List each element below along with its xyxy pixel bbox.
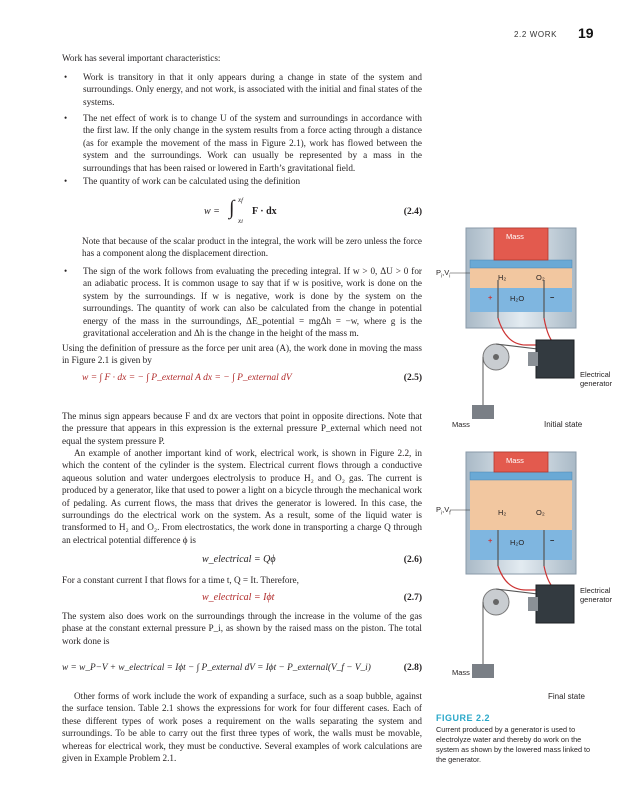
hanging-mass bbox=[472, 405, 494, 419]
plus-electrode-label: + bbox=[488, 293, 493, 302]
figure-caption-title: FIGURE 2.2 bbox=[436, 713, 491, 723]
gas-paragraph: The system also does work on the surroundings through the increase in the volume of the gas phase at the constant external pressure P_i, as shown by the raised mass on the piston. The total work done is bbox=[62, 611, 422, 646]
eq-body: w = ∫ F · dx = − ∫ P_external A dx = − ∫ P_external dV bbox=[82, 373, 292, 383]
bullet-item bbox=[62, 71, 422, 108]
generator-label: Electrical generator bbox=[580, 586, 613, 604]
eq-body: w_electrical = Iϕt bbox=[202, 592, 275, 603]
equation-2-5 bbox=[62, 368, 422, 404]
figure-caption-text: Current produced by a generator is used to electrolyze water and thereby do work on the system as shown by the lowered mass linked to the generator. bbox=[436, 725, 591, 764]
initial-state-apparatus bbox=[450, 228, 576, 419]
running-header-section: 2.2 WORK bbox=[514, 30, 558, 39]
piston bbox=[470, 260, 572, 268]
hanging-mass bbox=[472, 664, 494, 678]
bullet-dot: • bbox=[64, 72, 68, 82]
h2o-label: H₂O bbox=[510, 538, 525, 547]
gas-region bbox=[470, 480, 572, 530]
minus-sign-paragraph: The minus sign appears because F and dx are vectors that point in opposite directions. Note that the pressure that appears in this expression is the external pressure P_external which need not equal the system pressure P. bbox=[62, 411, 422, 446]
pulley-hub bbox=[493, 354, 499, 360]
eq-integrand: F · dx bbox=[252, 206, 277, 217]
final-state-label: Final state bbox=[548, 692, 585, 701]
o2-label: O₂ bbox=[536, 508, 545, 517]
hanging-mass-label: Mass bbox=[452, 420, 470, 429]
note-text: Note that because of the scalar product in the integral, the work will be zero unless the force has a component along the displacement direction. bbox=[82, 236, 422, 259]
bullet-text: Work is transitory in that it only appears during a change in state of the system and surroundings. Only energy, and not work, is associated with the initial and final states of the systems. bbox=[83, 72, 422, 107]
pulley-hub bbox=[493, 599, 499, 605]
equation-2-8 bbox=[62, 656, 422, 686]
pressure-paragraph: Using the definition of pressure as the force per unit area (A), the work done in moving the mass in Figure 2.1 is given by bbox=[62, 343, 422, 366]
page-number: 19 bbox=[578, 25, 594, 41]
constant-current-text: For a constant current I that flows for a time t, Q = It. Therefore, bbox=[62, 575, 299, 585]
bullet-item bbox=[62, 112, 422, 174]
eq-lower-limit: xi bbox=[238, 217, 243, 225]
hanging-mass-label: Mass bbox=[452, 668, 470, 677]
intro-text: Work has several important characteristics: bbox=[62, 53, 221, 63]
initial-state-label: Initial state bbox=[544, 420, 583, 429]
bullet-item bbox=[62, 175, 422, 187]
eq-number: (2.4) bbox=[403, 207, 422, 217]
bullet-text: The sign of the work follows from evaluating the preceding integral. If w > 0, ΔU > 0 for an adiabatic process. It is common usage to say that if w is positive, work is done on the system by the surroundings. If w is negative, work is done by the system on the surroundings. The quantity of work can also be calculated from the change in potential energy of the mass in the surroundings, ΔE_potential = mgΔh = −w, where g is the gravitational acceleration and Δh is the change in the height of the mass m. bbox=[83, 266, 422, 339]
generator-box bbox=[536, 340, 574, 378]
generator-shaft bbox=[528, 597, 538, 611]
mass-label: Mass bbox=[506, 456, 524, 465]
h2-label: H₂ bbox=[498, 273, 507, 282]
final-state-apparatus bbox=[450, 452, 576, 678]
h2o-label: H₂O bbox=[510, 294, 525, 303]
pressure-volume-label: $P_i,V_i$ bbox=[436, 268, 451, 280]
eq-number: (2.6) bbox=[403, 555, 422, 565]
eq-body: w = w_P−V + w_electrical = Iϕt − ∫ P_external dV = Iϕt − P_external(V_f − V_i) bbox=[62, 663, 371, 673]
equation-2-6 bbox=[62, 554, 422, 572]
generator-shaft bbox=[528, 352, 538, 366]
bullet-dot: • bbox=[64, 266, 68, 276]
o2-label: O₂ bbox=[536, 273, 545, 282]
bullet-dot: • bbox=[64, 113, 68, 123]
eq-upper-limit: xf bbox=[238, 196, 243, 204]
plus-electrode-label: + bbox=[488, 536, 493, 545]
h2-label: H₂ bbox=[498, 508, 507, 517]
minus-electrode-label: − bbox=[550, 536, 555, 545]
eq-number: (2.5) bbox=[403, 373, 422, 383]
generator-label: Electrical generator bbox=[580, 370, 613, 388]
piston bbox=[470, 472, 572, 480]
figure-2-2 bbox=[436, 0, 626, 800]
eq-number: (2.7) bbox=[403, 593, 422, 603]
pressure-volume-label: $P_i,V_f$ bbox=[436, 505, 451, 517]
minus-electrode-label: − bbox=[550, 293, 555, 302]
electrical-paragraph: An example of another important kind of work, electrical work, is shown in Figure 2.2, in which the content of the cylinder is the system. Electrical current flows through a conductive aqueous solution and water undergoes electrolysis to produce H₂ and O₂ gas. The current is produced by a generator, like that used to power a light on a bicycle through the mechanical work of pedaling. As current flows, the mass that drives the generator is lowered. In this case, the surroundings do the electrical work on the system. As a result, some of the liquid water is transformed to H₂ and O₂. From electrostatics, the work done in transporting a charge Q through an electrical potential difference ϕ is bbox=[62, 448, 422, 545]
mass-label: Mass bbox=[506, 232, 524, 241]
integral-sign: ∫ bbox=[229, 197, 235, 219]
gas-region bbox=[470, 268, 572, 288]
bullet-text: The net effect of work is to change U of the system and surroundings in accordance with the first law. If the only change in the system results from a force acting through a distance (as for example the movement of the mass in Figure 2.1), work has flowed between the system and the surroundings. Work can usually be represented by a mass in the surroundings that has been raised or lowered in Earth’s gravitational field. bbox=[83, 113, 422, 173]
other-work-paragraph: Other forms of work include the work of expanding a surface, such as a soap bubble, against the surface tension. Table 2.1 shows the expressions for work for four different cases. Each of these different types of work poses a requirement on the walls separating the system and surroundings. To be able to carry out the first three types of work, the walls must be movable, whereas for electrical work, they must be conductive. Several examples of work calculations are given in Example Problem 2.1. bbox=[62, 691, 422, 764]
equation-2-7 bbox=[62, 592, 422, 610]
bullet-item bbox=[62, 265, 422, 339]
figure-illustration bbox=[436, 0, 626, 720]
bullet-text: The quantity of work can be calculated using the definition bbox=[83, 176, 301, 186]
eq-number: (2.8) bbox=[403, 663, 422, 673]
eq-lhs: w = bbox=[204, 206, 220, 217]
bullet-dot: • bbox=[64, 176, 68, 186]
generator-box bbox=[536, 585, 574, 623]
eq-body: w_electrical = Qϕ bbox=[202, 554, 276, 565]
equation-2-4 bbox=[62, 196, 422, 226]
